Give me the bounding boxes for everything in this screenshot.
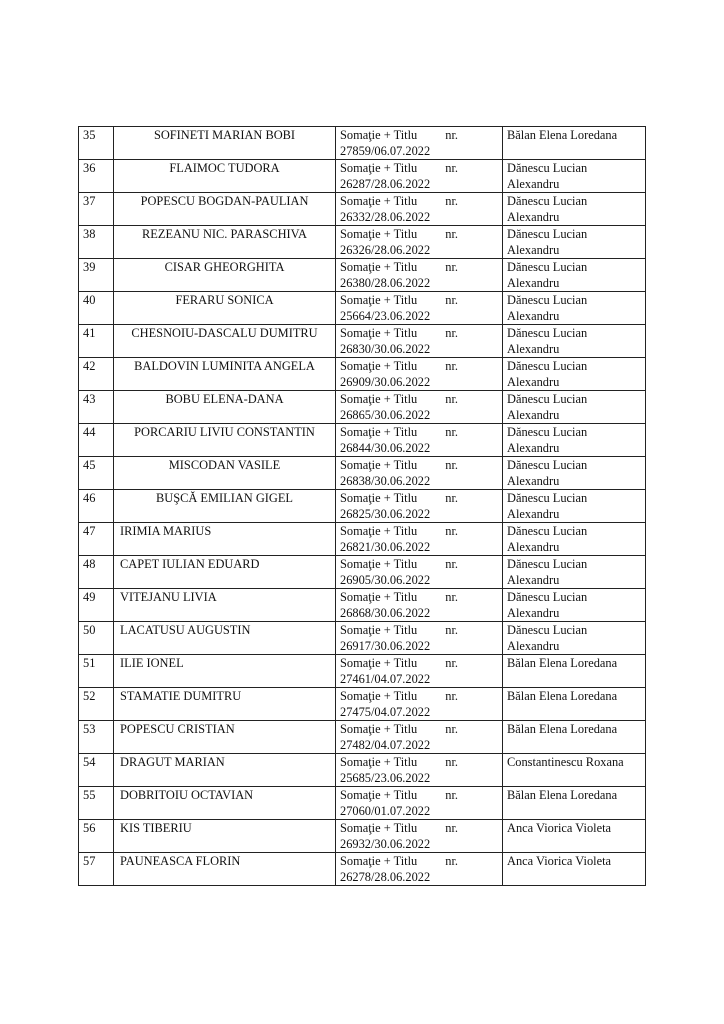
executor-name: Dănescu Lucian Alexandru	[503, 490, 646, 523]
document-nr-label: nr.	[445, 755, 458, 769]
table-row	[79, 325, 646, 358]
executor-name: Constantinescu Roxana	[503, 754, 646, 787]
row-number: 56	[79, 820, 114, 853]
debtor-name: FLAIMOC TUDORA	[114, 160, 336, 193]
debtor-name: ILIE IONEL	[114, 655, 336, 688]
executor-name: Dănescu Lucian Alexandru	[503, 259, 646, 292]
table-row	[79, 259, 646, 292]
executor-name: Dănescu Lucian Alexandru	[503, 424, 646, 457]
table-row	[79, 292, 646, 325]
document-type: Somaţie + Titlu	[340, 788, 418, 802]
row-number: 55	[79, 787, 114, 820]
document-nr-label: nr.	[445, 458, 458, 472]
debtor-name: CAPET IULIAN EDUARD	[114, 556, 336, 589]
debtor-name: POPESCU CRISTIAN	[114, 721, 336, 754]
table-row	[79, 490, 646, 523]
debtor-name: IRIMIA MARIUS	[114, 523, 336, 556]
document-number-date: 26909/30.06.2022	[340, 375, 431, 389]
document-nr-label: nr.	[445, 821, 458, 835]
debtor-name: CHESNOIU-DASCALU DUMITRU	[114, 325, 336, 358]
document-reference	[336, 391, 503, 424]
document-type: Somaţie + Titlu	[340, 326, 418, 340]
document-reference	[336, 160, 503, 193]
debtor-name: DRAGUT MARIAN	[114, 754, 336, 787]
document-number-date: 26932/30.06.2022	[340, 837, 431, 851]
row-number: 42	[79, 358, 114, 391]
document-type: Somaţie + Titlu	[340, 194, 418, 208]
document-reference	[336, 622, 503, 655]
document-number-date: 26332/28.06.2022	[340, 210, 431, 224]
executor-name: Dănescu Lucian Alexandru	[503, 292, 646, 325]
document-type: Somaţie + Titlu	[340, 491, 418, 505]
debtor-name: CISAR GHEORGHITA	[114, 259, 336, 292]
executor-name: Anca Viorica Violeta	[503, 820, 646, 853]
row-number: 50	[79, 622, 114, 655]
executor-name: Bălan Elena Loredana	[503, 787, 646, 820]
document-type: Somaţie + Titlu	[340, 557, 418, 571]
document-nr-label: nr.	[445, 788, 458, 802]
document-reference	[336, 259, 503, 292]
table-row	[79, 160, 646, 193]
debtor-name: BUŞCĂ EMILIAN GIGEL	[114, 490, 336, 523]
document-number-date: 26825/30.06.2022	[340, 507, 431, 521]
debtor-name: PORCARIU LIVIU CONSTANTIN	[114, 424, 336, 457]
row-number: 37	[79, 193, 114, 226]
debtor-name: SOFINETI MARIAN BOBI	[114, 127, 336, 160]
document-reference	[336, 226, 503, 259]
row-number: 40	[79, 292, 114, 325]
document-reference	[336, 193, 503, 226]
document-reference	[336, 490, 503, 523]
table-row	[79, 193, 646, 226]
table-row	[79, 523, 646, 556]
document-reference	[336, 556, 503, 589]
document-nr-label: nr.	[445, 590, 458, 604]
row-number: 48	[79, 556, 114, 589]
document-type: Somaţie + Titlu	[340, 524, 418, 538]
row-number: 36	[79, 160, 114, 193]
document-type: Somaţie + Titlu	[340, 656, 418, 670]
row-number: 44	[79, 424, 114, 457]
document-reference	[336, 424, 503, 457]
debtor-name: LACATUSU AUGUSTIN	[114, 622, 336, 655]
document-reference	[336, 688, 503, 721]
debtor-name: STAMATIE DUMITRU	[114, 688, 336, 721]
document-type: Somaţie + Titlu	[340, 458, 418, 472]
document-type: Somaţie + Titlu	[340, 425, 418, 439]
table-row	[79, 622, 646, 655]
document-number-date: 27475/04.07.2022	[340, 705, 431, 719]
table-row	[79, 754, 646, 787]
executor-name: Bălan Elena Loredana	[503, 721, 646, 754]
document-nr-label: nr.	[445, 425, 458, 439]
document-type: Somaţie + Titlu	[340, 722, 418, 736]
executor-name: Bălan Elena Loredana	[503, 688, 646, 721]
document-nr-label: nr.	[445, 161, 458, 175]
table-row	[79, 391, 646, 424]
row-number: 46	[79, 490, 114, 523]
document-nr-label: nr.	[445, 128, 458, 142]
document-nr-label: nr.	[445, 293, 458, 307]
document-number-date: 25664/23.06.2022	[340, 309, 431, 323]
table-row	[79, 226, 646, 259]
table-row	[79, 556, 646, 589]
row-number: 51	[79, 655, 114, 688]
table-row	[79, 358, 646, 391]
document-type: Somaţie + Titlu	[340, 161, 418, 175]
executor-name: Bălan Elena Loredana	[503, 655, 646, 688]
executor-name: Dănescu Lucian Alexandru	[503, 556, 646, 589]
document-type: Somaţie + Titlu	[340, 623, 418, 637]
document-reference	[336, 127, 503, 160]
document-reference	[336, 292, 503, 325]
table-body	[79, 127, 646, 886]
document-nr-label: nr.	[445, 326, 458, 340]
document-number-date: 27859/06.07.2022	[340, 144, 431, 158]
executor-name: Dănescu Lucian Alexandru	[503, 226, 646, 259]
row-number: 43	[79, 391, 114, 424]
row-number: 39	[79, 259, 114, 292]
debtor-name: POPESCU BOGDAN-PAULIAN	[114, 193, 336, 226]
document-type: Somaţie + Titlu	[340, 293, 418, 307]
row-number: 47	[79, 523, 114, 556]
executor-name: Dănescu Lucian Alexandru	[503, 622, 646, 655]
document-nr-label: nr.	[445, 392, 458, 406]
document-type: Somaţie + Titlu	[340, 260, 418, 274]
document-type: Somaţie + Titlu	[340, 128, 418, 142]
document-reference	[336, 523, 503, 556]
table-row	[79, 721, 646, 754]
executor-name: Dănescu Lucian Alexandru	[503, 589, 646, 622]
document-reference	[336, 457, 503, 490]
row-number: 52	[79, 688, 114, 721]
executor-name: Dănescu Lucian Alexandru	[503, 358, 646, 391]
document-type: Somaţie + Titlu	[340, 392, 418, 406]
document-reference	[336, 589, 503, 622]
row-number: 41	[79, 325, 114, 358]
document-nr-label: nr.	[445, 227, 458, 241]
document-number-date: 27060/01.07.2022	[340, 804, 431, 818]
executor-name: Anca Viorica Violeta	[503, 853, 646, 886]
document-nr-label: nr.	[445, 689, 458, 703]
document-reference	[336, 820, 503, 853]
document-number-date: 25685/23.06.2022	[340, 771, 431, 785]
table-row	[79, 787, 646, 820]
document-number-date: 26917/30.06.2022	[340, 639, 431, 653]
row-number: 57	[79, 853, 114, 886]
document-nr-label: nr.	[445, 656, 458, 670]
table-row	[79, 688, 646, 721]
row-number: 35	[79, 127, 114, 160]
document-number-date: 26905/30.06.2022	[340, 573, 431, 587]
executor-name: Dănescu Lucian Alexandru	[503, 160, 646, 193]
document-type: Somaţie + Titlu	[340, 689, 418, 703]
document-number-date: 27461/04.07.2022	[340, 672, 431, 686]
executor-name: Dănescu Lucian Alexandru	[503, 457, 646, 490]
executor-name: Dănescu Lucian Alexandru	[503, 391, 646, 424]
document-reference	[336, 358, 503, 391]
document-reference	[336, 721, 503, 754]
executor-name: Dănescu Lucian Alexandru	[503, 193, 646, 226]
debtor-name: MISCODAN VASILE	[114, 457, 336, 490]
document-type: Somaţie + Titlu	[340, 359, 418, 373]
debtor-name: PAUNEASCA FLORIN	[114, 853, 336, 886]
executor-name: Bălan Elena Loredana	[503, 127, 646, 160]
executor-name: Dănescu Lucian Alexandru	[503, 325, 646, 358]
document-nr-label: nr.	[445, 194, 458, 208]
document-number-date: 26838/30.06.2022	[340, 474, 431, 488]
document-reference	[336, 787, 503, 820]
debtor-name: BOBU ELENA-DANA	[114, 391, 336, 424]
document-number-date: 26865/30.06.2022	[340, 408, 431, 422]
document-number-date: 26821/30.06.2022	[340, 540, 431, 554]
document-nr-label: nr.	[445, 491, 458, 505]
table-row	[79, 655, 646, 688]
row-number: 53	[79, 721, 114, 754]
debtor-name: VITEJANU LIVIA	[114, 589, 336, 622]
executor-name: Dănescu Lucian Alexandru	[503, 523, 646, 556]
document-number-date: 26830/30.06.2022	[340, 342, 431, 356]
document-reference	[336, 754, 503, 787]
document-type: Somaţie + Titlu	[340, 854, 418, 868]
document-nr-label: nr.	[445, 623, 458, 637]
table-row	[79, 424, 646, 457]
table-row	[79, 127, 646, 160]
document-nr-label: nr.	[445, 524, 458, 538]
debtor-name: FERARU SONICA	[114, 292, 336, 325]
document-reference	[336, 853, 503, 886]
row-number: 45	[79, 457, 114, 490]
document-nr-label: nr.	[445, 359, 458, 373]
document-nr-label: nr.	[445, 260, 458, 274]
table-row	[79, 589, 646, 622]
document-number-date: 26326/28.06.2022	[340, 243, 431, 257]
document-nr-label: nr.	[445, 722, 458, 736]
debtor-name: REZEANU NIC. PARASCHIVA	[114, 226, 336, 259]
document-nr-label: nr.	[445, 854, 458, 868]
row-number: 49	[79, 589, 114, 622]
table-row	[79, 820, 646, 853]
document-number-date: 27482/04.07.2022	[340, 738, 431, 752]
row-number: 38	[79, 226, 114, 259]
document-type: Somaţie + Titlu	[340, 821, 418, 835]
document-type: Somaţie + Titlu	[340, 590, 418, 604]
document-reference	[336, 655, 503, 688]
document-number-date: 26844/30.06.2022	[340, 441, 431, 455]
debtor-name: DOBRITOIU OCTAVIAN	[114, 787, 336, 820]
debtors-table	[78, 126, 646, 886]
debtor-name: BALDOVIN LUMINITA ANGELA	[114, 358, 336, 391]
document-number-date: 26380/28.06.2022	[340, 276, 431, 290]
document-type: Somaţie + Titlu	[340, 755, 418, 769]
table-row	[79, 853, 646, 886]
document-number-date: 26868/30.06.2022	[340, 606, 431, 620]
table-row	[79, 457, 646, 490]
row-number: 54	[79, 754, 114, 787]
document-nr-label: nr.	[445, 557, 458, 571]
document-number-date: 26278/28.06.2022	[340, 870, 431, 884]
debtor-name: KIS TIBERIU	[114, 820, 336, 853]
document-type: Somaţie + Titlu	[340, 227, 418, 241]
document-number-date: 26287/28.06.2022	[340, 177, 431, 191]
document-reference	[336, 325, 503, 358]
